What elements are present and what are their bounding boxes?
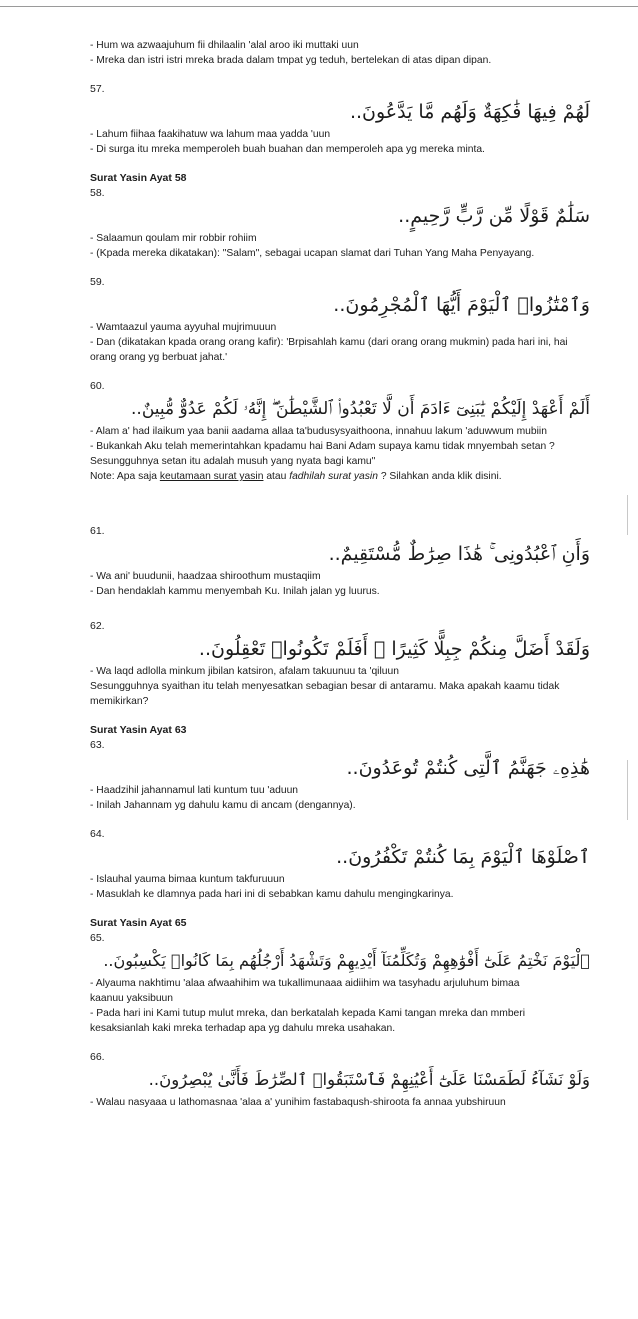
verse-61-number: 61. (90, 525, 105, 537)
right-edge-mark (627, 495, 628, 535)
verse-60-note (90, 469, 590, 484)
verse-66-arabic: وَلَوْ نَشَآءُ لَطَمَسْنَا عَلَىٰٓ أَعْيُنِهِمْ فَٱسْتَبَقُوا۟ ٱلصِّرَٰطَ فَأَنَّىٰ يُبْصِرُونَ.. (148, 1070, 590, 1089)
verse-61-arabic: وَأَنِ ٱعْبُدُونِى ۚ هَٰذَا صِرَٰطٌ مُّسْتَقِيمٌ.. (328, 543, 590, 565)
verse-58-translation: - (Kpada mereka dikatakan): "Salam", sebagai ucapan slamat dari Tuhan Yang Maha Penyayang. (90, 248, 535, 259)
note-prefix: Note: Apa saja (90, 471, 160, 482)
section-heading-58: Surat Yasin Ayat 58 (90, 172, 187, 184)
verse-59-translation: - Dan (dikatakan kpada orang orang kafir): 'Brpisahlah kamu (dari orang orang mukmin) pada hari ini, hai orang orang yg berbuat jahat.' (90, 337, 568, 363)
verse-59-arabic: وَٱمْتَٰزُوا۟ ٱلْيَوْمَ أَيُّهَا ٱلْمُجْرِمُونَ.. (333, 294, 590, 316)
keutamaan-link[interactable]: keutamaan surat yasin (159, 471, 264, 482)
verse-63-number: 63. (90, 739, 105, 751)
verse-63-transliteration: - Haadzihil jahannamul lati kuntum tuu 'aduun (90, 785, 299, 796)
verse-63-arabic: هَٰذِهِۦ جَهَنَّمُ ٱلَّتِى كُنتُمْ تُوعَدُونَ.. (346, 757, 590, 779)
verse-62-number: 62. (90, 620, 105, 632)
verse-57-translation: - Di surga itu mreka memperoleh buah buahan dan memperoleh apa yg mereka minta. (90, 144, 485, 155)
verse-59-transliteration: - Wamtaazul yauma ayyuhal mujrimuuun (90, 322, 277, 333)
intro-transliteration: - Hum wa azwaajuhum fii dhilaalin 'alal aroo iki muttaki uun (90, 40, 359, 51)
verse-61-transliteration: - Wa ani' buudunii, haadzaa shiroothum mustaqiim (90, 571, 321, 582)
verse-64-transliteration: - Islauhal yauma bimaa kuntum takfuruuun (90, 874, 285, 885)
fadhilah-text: fadhilah surat yasin (289, 471, 378, 482)
verse-58-transliteration: - Salaamun qoulam mir robbir rohiim (90, 233, 257, 244)
verse-61-translation: - Dan hendaklah kammu menyembah Ku. Inilah jalan yg luurus. (90, 586, 380, 597)
verse-63-translation: - Inilah Jahannam yg dahulu kamu di ancam (dengannya). (90, 800, 356, 811)
right-edge-mark-2 (627, 760, 628, 820)
verse-58-arabic: سَلَٰمٌ قَوْلًا مِّن رَّبٍّ رَّحِيمٍ.. (398, 205, 590, 227)
verse-66-number: 66. (90, 1051, 105, 1063)
verse-57-transliteration: - Lahum fiihaa faakihatuw wa lahum maa yadda 'uun (90, 129, 331, 140)
verse-59-number: 59. (90, 276, 105, 288)
verse-65-number: 65. (90, 932, 105, 944)
document-body (90, 38, 590, 1110)
verse-65-arabic: ٱلْيَوْمَ نَخْتِمُ عَلَىٰٓ أَفْوَٰهِهِمْ وَتُكَلِّمُنَآ أَيْدِيهِمْ وَتَشْهَدُ أَرْجُلُهُم بِمَا كَانُوا۟ يَكْسِبُونَ.. (103, 951, 590, 970)
verse-60-translation: - Bukankah Aku telah memerintahkan kpadamu hai Bani Adam supaya kamu tidak mnyembah setan ? Sesungguhnya setan itu adalah musuh yang nyata bagi kamu" (90, 441, 555, 467)
verse-62-translation: Sesungguhnya syaithan itu telah menyesatkan sebagian besar di antaramu. Maka apakah kaamu tidak memikirkan? (90, 681, 560, 707)
section-heading-65: Surat Yasin Ayat 65 (90, 917, 187, 929)
verse-66-transliteration: - Walau nasyaaa u lathomasnaa 'alaa a' yunihim fastabaqush-shiroota fa annaa yubshiruun (90, 1097, 506, 1108)
verse-65-translation: - Pada hari ini Kami tutup mulut mreka, dan berkatalah kepada Kami tangan mreka dan mmberi kesaksianlah kaki mreka terhadap apa yg dahulu mreka usahakan. (90, 1008, 525, 1034)
verse-64-translation: - Masuklah ke dlamnya pada hari ini di sebabkan kamu dahulu mengingkarinya. (90, 889, 454, 900)
verse-60-transliteration: - Alam a' had ilaikum yaa banii aadama allaa ta'budusysyaithoona, innahuu lakum 'aduwwum mubiin (90, 426, 547, 437)
verse-57-number: 57. (90, 83, 105, 95)
verse-60-number: 60. (90, 380, 105, 392)
verse-62-arabic: وَلَقَدْ أَضَلَّ مِنكُمْ جِبِلًّا كَثِيرًا ۖ أَفَلَمْ تَكُونُوا۟ تَعْقِلُونَ.. (198, 638, 590, 660)
page-top-border (0, 6, 638, 7)
verse-57-arabic: لَهُمْ فِيهَا فَٰكِهَةٌ وَلَهُم مَّا يَدَّعُونَ.. (349, 101, 590, 123)
verse-62-transliteration: - Wa laqd adlolla minkum jibilan katsiron, afalam takuunuu ta 'qiluun (90, 666, 399, 677)
intro-translation: - Mreka dan istri istri mreka brada dalam tmpat yg teduh, bertelekan di atas dipan dipan. (90, 55, 492, 66)
note-mid: atau (263, 471, 290, 482)
verse-64-number: 64. (90, 828, 105, 840)
verse-60-arabic: أَلَمْ أَعْهَدْ إِلَيْكُمْ يَٰبَنِىٓ ءَادَمَ أَن لَّا تَعْبُدُوا۟ ٱلشَّيْطَٰنَ ۖ إِنَّهُۥ لَكُمْ عَدُوٌّ مُّبِينٌ.. (131, 399, 590, 419)
note-suffix: ? Silahkan anda klik disini. (377, 471, 502, 482)
verse-64-arabic: ٱصْلَوْهَا ٱلْيَوْمَ بِمَا كُنتُمْ تَكْفُرُونَ.. (336, 846, 590, 868)
verse-58-number: 58. (90, 187, 105, 199)
verse-65-transliteration: - Alyauma nakhtimu 'alaa afwaahihim wa tukallimunaaa aidiihim wa tasyhadu arjuluhum bimaa kaanuu yaksibuun (90, 978, 520, 1004)
section-heading-63: Surat Yasin Ayat 63 (90, 724, 187, 736)
